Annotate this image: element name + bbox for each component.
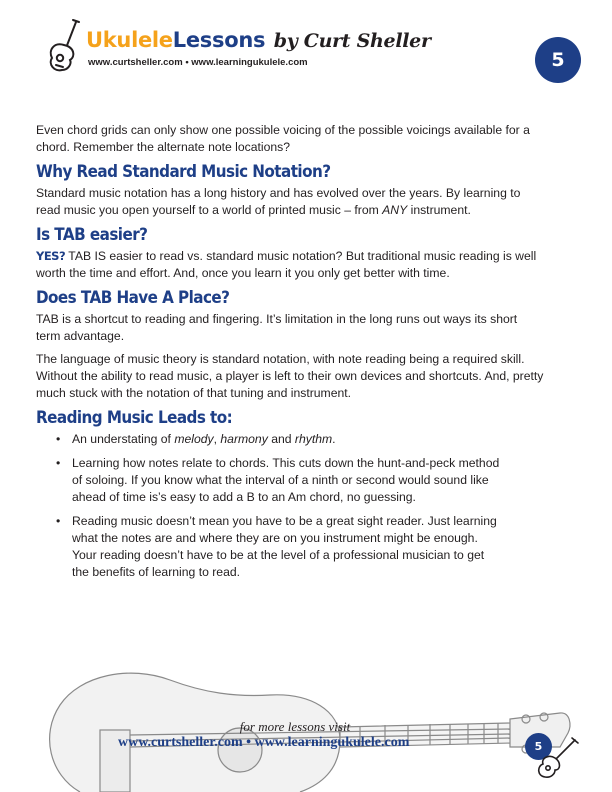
brand-lessons: Lessons bbox=[172, 28, 266, 52]
heading-tab-easier: Is TAB easier? bbox=[36, 225, 148, 244]
list-item bbox=[72, 431, 544, 448]
page-number-badge: 5 bbox=[535, 37, 581, 83]
heading-reading-leads: Reading Music Leads to: bbox=[36, 408, 233, 427]
bullet1-text-a: An understating of bbox=[72, 432, 175, 446]
footer-urls: www.curtsheller.com • www.learningukulele.com bbox=[118, 735, 410, 750]
yes-label: YES? bbox=[36, 249, 66, 263]
footer-ukulele-icon bbox=[531, 734, 581, 780]
why-read-paragraph bbox=[36, 185, 544, 219]
intro-paragraph: Even chord grids can only show one possible voicing of the possible voicings available for a chord. Remember the alternate note locations? bbox=[36, 123, 530, 154]
heading-why-read: Why Read Standard Music Notation? bbox=[36, 162, 331, 181]
why-read-emphasis: ANY bbox=[382, 203, 408, 217]
page-content bbox=[36, 122, 544, 588]
tab-place-paragraph-2: The language of music theory is standard notation, with note reading being a required skill. Without the ability to read music, a player is left to their own devices and shortcuts. And, pretty much stuck with the notation of that tuning and instrument. bbox=[36, 352, 544, 400]
bullet1-end: . bbox=[332, 432, 336, 446]
bullet1-and: and bbox=[267, 432, 295, 446]
bullet1-melody: melody bbox=[174, 432, 214, 446]
tab-easier-paragraph bbox=[36, 248, 544, 282]
footer-page-badge: 5 bbox=[525, 733, 552, 760]
heading-tab-place: Does TAB Have A Place? bbox=[36, 288, 230, 307]
reading-leads-list bbox=[36, 431, 544, 581]
brand-ukulele: Ukulele bbox=[86, 28, 173, 52]
tab-place-paragraph-1: TAB is a shortcut to reading and fingering. It’s limitation in the long runs out ways its short term advantage. bbox=[36, 312, 518, 343]
brand-author: by Curt Sheller bbox=[273, 30, 431, 52]
list-item: • Learning how notes relate to chords. This cuts down the hunt-and-peck method of soloing. If you know what the interval of a ninth or second would sound like ahead of time is’s easy to add a B to an Am chord, no guessing. bbox=[72, 455, 544, 506]
page-header bbox=[0, 0, 612, 100]
header-urls: www.curtsheller.com • www.learningukulele.com bbox=[88, 57, 308, 68]
ukulele-logo-icon bbox=[46, 18, 90, 74]
tab-easier-text: TAB IS easier to read vs. standard music notation? But traditional music reading is well worth the time and effort. And, once you learn it you only get better with time. bbox=[36, 249, 537, 280]
brand-title bbox=[86, 28, 431, 53]
bullet1-rhythm: rhythm bbox=[294, 432, 333, 446]
list-item: • Reading music doesn’t mean you have to be a great sight reader. Just learning what the notes are and where they are on you instrument might be enough. Your reading doesn’t have to be at the level of a professional musician to get the benefits of learning to read. bbox=[72, 513, 544, 581]
why-read-text-a: Standard music notation has a long history and has evolved over the years. By learning to read music you open yourself to a world of printed music – from bbox=[36, 186, 521, 217]
bullet1-comma: , bbox=[213, 432, 221, 446]
bullet1-harmony: harmony bbox=[220, 432, 268, 446]
footer-visit-text: for more lessons visit bbox=[239, 719, 351, 734]
why-read-text-b: instrument. bbox=[407, 203, 471, 217]
